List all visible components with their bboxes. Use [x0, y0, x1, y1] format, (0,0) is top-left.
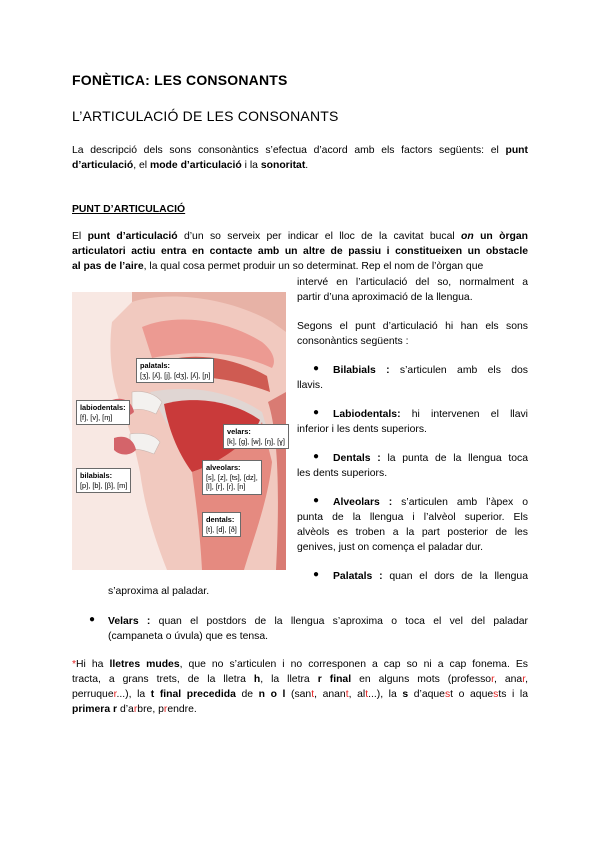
note-text: de [235, 689, 259, 700]
note-term: r final [317, 674, 352, 685]
term-pas-aire: al pas de l’aire [72, 261, 144, 272]
item-text: hi intervenen el llavi [400, 409, 528, 420]
item-labiodentals-line-2: inferior i les dents superiors. [297, 424, 427, 435]
intro-term-mode: mode d’articulació [149, 160, 242, 171]
note-red-letter: t [311, 689, 315, 700]
note-red-letter: t [365, 689, 369, 700]
note-text: Hi ha [76, 659, 110, 670]
item-text: s’articulen amb els dos [389, 365, 528, 376]
note-text: , [525, 674, 528, 685]
note-text: (san [285, 689, 312, 700]
note-term: n o l [258, 689, 286, 700]
label-title: labiodentals: [80, 403, 126, 412]
page-subtitle: L’ARTICULACIÓ DE LES CONSONANTS [72, 108, 339, 124]
vocal-tract-diagram [72, 292, 286, 570]
note-text: , la lletra [260, 674, 318, 685]
note-text: , al [348, 689, 366, 700]
term-punt-articulacio: punt d’articulació [87, 231, 178, 242]
note-term: primera r [72, 704, 118, 715]
note-term: s [402, 689, 409, 700]
intro-text: La descripció dels sons consonàntics s’efectua d’acord amb els factors següents: el [72, 145, 506, 156]
intro-term-articulacio: d’articulació [72, 160, 134, 171]
label-title: velars: [227, 427, 251, 436]
note-line-3 [72, 687, 528, 702]
note-term: h [253, 674, 261, 685]
label-symbols: [f], [v], [ɱ] [80, 412, 113, 422]
intro-paragraph [72, 143, 528, 173]
bullet-icon: ● [313, 569, 320, 580]
item-palatals-line-1 [333, 569, 528, 584]
note-term: lletres mudes [109, 659, 180, 670]
page-title: FONÈTICA: LES CONSONANTS [72, 72, 288, 88]
intro-term-punt: punt [505, 145, 528, 156]
note-text: d’a [117, 704, 134, 715]
bullet-icon: ● [89, 614, 96, 625]
item-velars-line-2: (campaneta o úvula) que es tensa. [108, 631, 268, 642]
label-bilabials [76, 468, 131, 493]
item-term: Bilabials : [333, 365, 390, 376]
item-alveolars-line-1 [333, 495, 528, 510]
bullet-icon: ● [313, 407, 320, 418]
note-text: d’aque [408, 689, 445, 700]
note-line-4 [72, 702, 197, 717]
note-red-letter: s [444, 689, 451, 700]
label-symbols: [k], [g], [w], [ŋ], [ɣ] [227, 436, 285, 446]
item-dentals-line-2: les dents superiors. [297, 468, 388, 479]
term-on: on [461, 231, 474, 242]
label-symbols: [l], [r], [ɾ], [n] [206, 482, 246, 491]
para-text: d’un so serveix per indicar el lloc de la cavitat bucal [177, 231, 462, 242]
intro-text: . [305, 160, 309, 171]
bullet-icon: ● [313, 363, 320, 374]
item-bilabials-line-2: llavis. [297, 380, 323, 391]
para-bold: un òrgan [473, 231, 528, 242]
item-term: Labiodentals: [333, 409, 401, 420]
label-title: dentals: [206, 515, 235, 524]
item-text: la punta de la llengua toca [380, 453, 528, 464]
note-term: t final precedida [150, 689, 236, 700]
item-alveolars-line-3: alvèols es troben a la part posterior de les [297, 527, 528, 538]
item-term: Alveolars : [333, 497, 393, 508]
note-red-letter: r [113, 689, 117, 700]
label-labiodentals [76, 400, 130, 425]
note-text: bre, p [137, 704, 164, 715]
note-red-letter: r [163, 704, 168, 715]
para1-line-1 [72, 229, 528, 244]
label-palatals [136, 358, 214, 383]
section-heading: PUNT D’ARTICULACIÓ [72, 204, 186, 215]
label-symbols: [p], [b], [β], [m] [80, 480, 128, 490]
note-line-1 [72, 657, 528, 672]
note-text: en alguns mots (professo [351, 674, 492, 685]
item-palatals-line-2: s’aproxima al paladar. [108, 586, 210, 597]
note-red-letter: s [493, 689, 499, 700]
item-labiodentals-line-1 [333, 407, 528, 422]
label-symbols: [s], [z], [ts], [dz], [206, 472, 258, 482]
note-text: endre. [167, 704, 197, 715]
item-velars-line-1 [108, 614, 528, 629]
item-alveolars-line-4: genives, just on comença el paladar dur. [297, 542, 483, 553]
para2-line-2: consonàntics següents : [297, 336, 409, 347]
note-red-letter: r [491, 674, 494, 685]
note-text: , anan [314, 689, 346, 700]
label-symbols: [t], [d], [ð] [206, 524, 237, 534]
intro-line-1 [72, 143, 528, 158]
note-red-letter: t [345, 689, 349, 700]
para-text: , la qual cosa permet produir un so determinat. Rep el nom de l’òrgan que [143, 261, 484, 272]
note-text: ts i la [498, 689, 528, 700]
intro-text: i la [241, 160, 261, 171]
label-title: palatals: [140, 361, 170, 370]
para1-line-2-bold: articulatori actiu entra en contacte amb un altre de passiu i constitueixen un obstacle [72, 246, 528, 257]
intro-term-sonoritat: sonoritat [260, 160, 306, 171]
intro-text: , el [133, 160, 150, 171]
para1-line-4: intervé en l’articulació del so, normalment a [297, 277, 528, 288]
note-text: tracta, a grans trets, de la lletra [72, 674, 254, 685]
item-dentals-line-1 [333, 451, 528, 466]
bullet-icon: ● [313, 451, 320, 462]
item-text: s’articulen amb l’àpex o [392, 497, 528, 508]
note-red-letter: r [133, 704, 138, 715]
intro-line-2 [72, 158, 528, 173]
bullet-icon: ● [313, 495, 320, 506]
note-text: , que no s’articulen i no corresponen a cap so ni a cap fonema. Es [179, 659, 528, 670]
para-text: El [72, 231, 88, 242]
label-title: alveolars: [206, 463, 241, 472]
item-term: Dentals : [333, 453, 381, 464]
note-star: * [72, 659, 77, 670]
label-alveolars [202, 460, 262, 495]
note-text: ...), la [116, 689, 151, 700]
item-term: Velars : [108, 616, 151, 627]
note-red-letter: r [522, 674, 526, 685]
item-text: quan el dors de la llengua [382, 571, 528, 582]
note-text: , ana [493, 674, 523, 685]
para2-line-1: Segons el punt d’articulació hi han els sons [297, 321, 528, 332]
item-term: Palatals : [333, 571, 383, 582]
label-title: bilabials: [80, 471, 113, 480]
label-symbols: [ʒ], [ʎ], [j], [dʒ], [ʎ], [ɲ] [140, 370, 211, 380]
note-text: ...), la [368, 689, 403, 700]
item-alveolars-line-2: punta de la llengua i l’alvèol superior. Els [297, 512, 528, 523]
note-text: t o aque [450, 689, 494, 700]
item-bilabials-line-1 [333, 363, 528, 378]
label-velars [223, 424, 289, 449]
note-line-2 [72, 672, 528, 687]
para1-line-5: partir d’una aproximació de la llengua. [297, 292, 473, 303]
item-text: quan el postdors de la llengua s’aproxima o toca el vel del paladar [150, 616, 528, 627]
para1-line-3 [72, 259, 528, 274]
note-text: perruque [72, 689, 114, 700]
label-dentals [202, 512, 241, 537]
